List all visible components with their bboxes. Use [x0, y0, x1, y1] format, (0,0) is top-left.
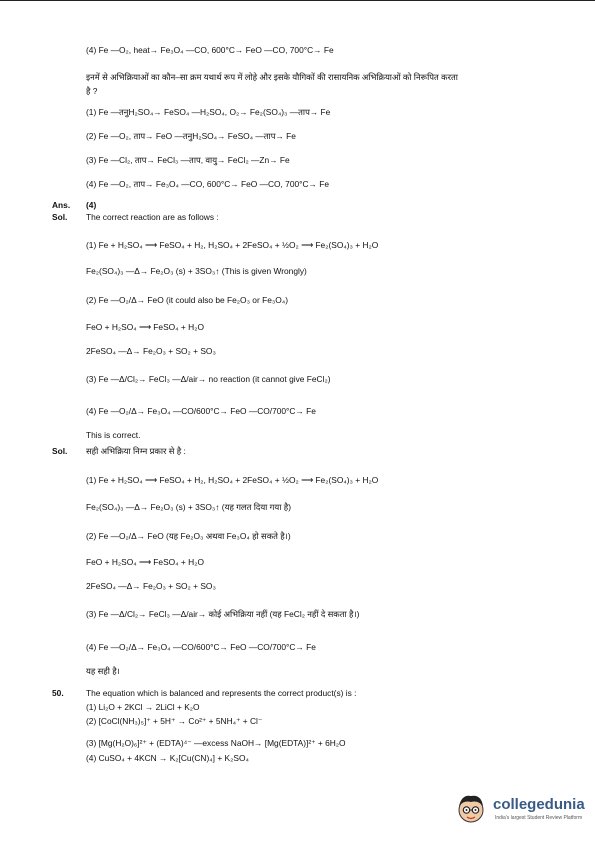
solution-label: Sol. — [52, 212, 68, 222]
equation-line: (3) Fe —Δ/Cl₂→ FeCl₃ —Δ/air→ no reaction (it cannot give FeCl₂) — [86, 374, 331, 384]
top-border — [0, 0, 595, 1]
text-line: इनमें से अभिक्रियाओं का कौन–सा क्रम यथार्थ रूप में लोहे और इसके यौगिकों की रासायनिक अभिक्रियाओं को निरूपित करता — [86, 72, 458, 82]
text-line: The correct reaction are as follows : — [86, 212, 219, 222]
text-line: This is correct. — [86, 430, 141, 440]
mascot-icon — [452, 790, 490, 828]
text-line: सही अभिक्रिया निम्न प्रकार से है : — [86, 446, 186, 456]
equation-line: (1) Fe + H₂SO₄ ⟶ FeSO₄ + H₂, H₂SO₄ + 2FeSO₄ + ½O₂ ⟶ Fe₂(SO₄)₃ + H₂O — [86, 240, 379, 250]
option-3: (3) [Mg(H₂O)₆]²⁺ + (EDTA)⁴⁻ —excess NaOH→ [Mg(EDTA)]²⁺ + 6H₂O — [86, 738, 346, 748]
answer-value: (4) — [86, 200, 97, 210]
text-line: है ? — [86, 86, 98, 96]
equation-line: (2) Fe —O₂/Δ→ FeO (यह Fe₂O₃ अथवा Fe₃O₄ हो सकते है।) — [86, 531, 291, 541]
text-line: (1) Fe —तनुH₂SO₄→ FeSO₄ —H₂SO₄, O₂→ Fe₂(SO₄)₃ —ताप→ Fe — [86, 107, 331, 117]
option-2: (2) [CoCl(NH₃)₅]⁺ + 5H⁺ → Co²⁺ + 5NH₄⁺ + Cl⁻ — [86, 716, 263, 726]
text-line: यह सही है। — [86, 666, 120, 676]
equation-line: 2FeSO₄ —Δ→ Fe₂O₃ + SO₂ + SO₃ — [86, 581, 216, 591]
equation-line: (3) Fe —Δ/Cl₂→ FeCl₃ —Δ/air→ कोई अभिक्रिया नहीं (यह FeCl₂ नहीं दे सकता है।) — [86, 609, 360, 619]
question-text: The equation which is balanced and represents the correct product(s) is : — [86, 688, 357, 698]
answer-label: Ans. — [52, 200, 71, 210]
equation-line: 2FeSO₄ —Δ→ Fe₂O₃ + SO₂ + SO₃ — [86, 346, 216, 356]
text-line: (4) Fe —O₂, heat→ Fe₃O₄ —CO, 600°C→ FeO —CO, 700°C→ Fe — [86, 45, 334, 55]
text-line: (4) Fe —O₂, ताप→ Fe₃O₄ —CO, 600°C→ FeO —CO, 700°C→ Fe — [86, 179, 330, 189]
text-line: (2) Fe —O₂, ताप→ FeO —तनुH₂SO₄→ FeSO₄ —ताप→ Fe — [86, 131, 296, 141]
equation-line: (4) Fe —O₂/Δ→ Fe₃O₄ —CO/600°C→ FeO —CO/700°C→ Fe — [86, 406, 316, 416]
equation-line: (2) Fe —O₂/Δ→ FeO (it could also be Fe₂O₃ or Fe₃O₄) — [86, 295, 288, 305]
question-number: 50. — [52, 688, 64, 698]
logo-brand: collegedunia — [493, 796, 585, 813]
equation-line: (4) Fe —O₂/Δ→ Fe₃O₄ —CO/600°C→ FeO —CO/700°C→ Fe — [86, 642, 316, 652]
solution-label: Sol. — [52, 446, 68, 456]
collegedunia-logo — [452, 790, 587, 830]
option-1: (1) Li₂O + 2KCl → 2LiCl + K₂O — [86, 702, 200, 712]
equation-line: Fe₂(SO₄)₃ —Δ→ Fe₂O₃ (s) + 3SO₃↑ (यह गलत दिया गया है) — [86, 502, 291, 512]
equation-line: (1) Fe + H₂SO₄ ⟶ FeSO₄ + H₂, H₂SO₄ + 2FeSO₄ + ½O₂ ⟶ Fe₂(SO₄)₃ + H₂O — [86, 475, 379, 485]
equation-line: Fe₂(SO₄)₃ —Δ→ Fe₂O₃ (s) + 3SO₃↑ (This is given Wrongly) — [86, 266, 307, 276]
text-line: (3) Fe —Cl₂, ताप→ FeCl₃ —ताप, वायु→ FeCl₂ —Zn→ Fe — [86, 155, 290, 165]
equation-line: FeO + H₂SO₄ ⟶ FeSO₄ + H₂O — [86, 322, 204, 332]
option-4: (4) CuSO₄ + 4KCN → K₂[Cu(CN)₄] + K₂SO₄ — [86, 753, 249, 763]
logo-tagline: India's largest Student Review Platform — [495, 815, 583, 821]
equation-line: FeO + H₂SO₄ ⟶ FeSO₄ + H₂O — [86, 557, 204, 567]
